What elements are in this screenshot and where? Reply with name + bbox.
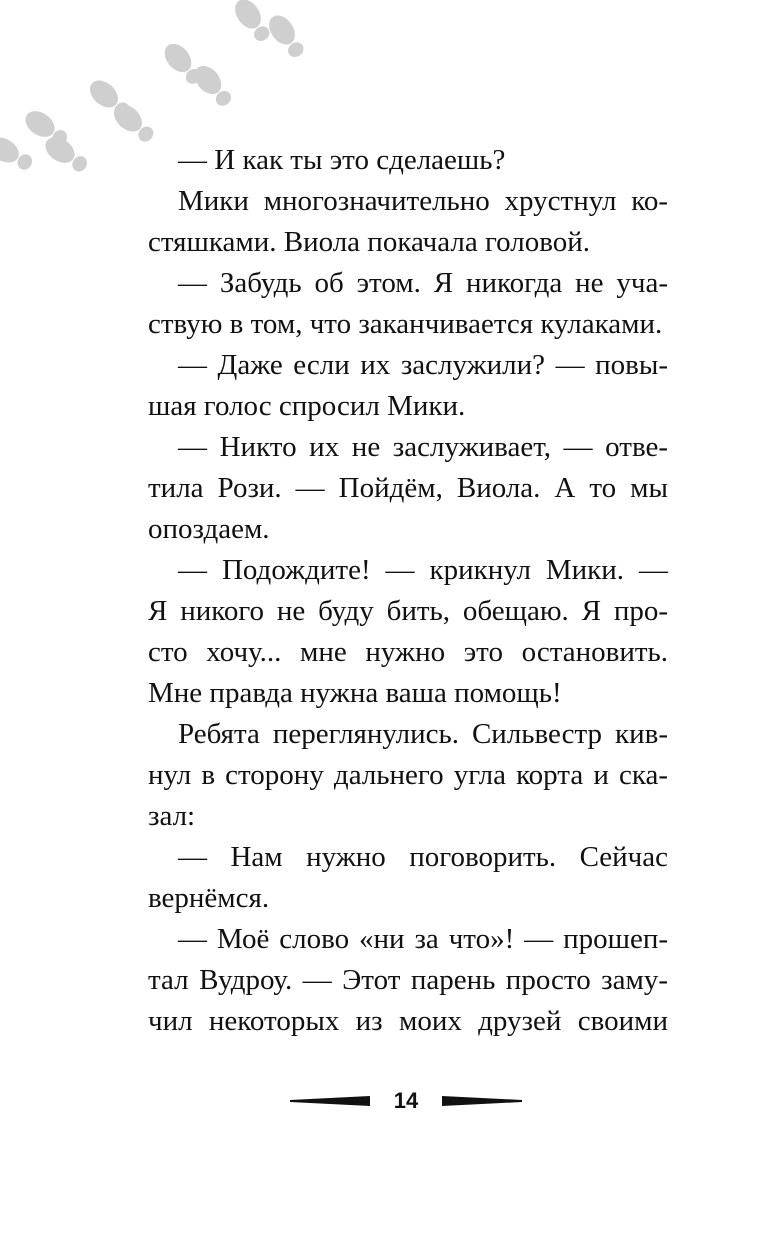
text-line: — Нам нужно поговорить. Сейчас — [178, 841, 668, 873]
text-line: чил некоторых из моих друзей своими — [148, 1005, 668, 1037]
text-line: стяшками. Виола покачала головой. — [148, 226, 591, 258]
text-line: тила Рози. — Пойдём, Виола. А то мы — [148, 472, 668, 504]
text-line: тал Вудроу. — Этот парень просто заму- — [148, 964, 668, 996]
paragraph — [148, 345, 668, 427]
paragraph — [148, 714, 668, 837]
footprint — [0, 132, 36, 175]
paragraph — [148, 263, 668, 345]
footprint — [189, 61, 236, 111]
text-line: Мне правда нужна ваша помощь! — [148, 677, 562, 709]
text-line: — Даже если их заслужили? — повы- — [178, 349, 668, 381]
text-line: вернёмся. — [148, 882, 270, 914]
text-line: нул в сторону дальнего угла корта и ска- — [148, 759, 668, 791]
footprint — [264, 11, 309, 62]
text-line: — Моё слово «ни за что»! — прошеп- — [178, 923, 668, 955]
paragraph — [148, 550, 668, 714]
text-line: зал: — [148, 800, 196, 832]
paragraph — [148, 837, 668, 919]
footprint — [230, 0, 275, 46]
text-line: шая голос спросил Мики. — [148, 390, 466, 422]
right-ornament-icon — [442, 1094, 522, 1108]
text-line: Я никого не буду бить, обещаю. Я про- — [148, 595, 668, 627]
text-line: — Забудь об этом. Я никогда не уча- — [178, 267, 668, 299]
body-text — [148, 140, 668, 1042]
text-line: — Никто их не заслуживает, — отве- — [178, 431, 668, 463]
left-ornament-icon — [290, 1094, 370, 1108]
text-line: — И как ты это сделаешь? — [178, 144, 506, 176]
page-number: 14 — [393, 1088, 419, 1113]
text-line: Ребята переглянулись. Сильвестр кив- — [178, 718, 668, 750]
text-line: — Подождите! — крикнул Мики. — — [178, 554, 668, 586]
text-line: сто хочу... мне нужно это остановить. — [148, 636, 668, 668]
text-line: опоздаем. — [148, 513, 270, 545]
text-line: ствую в том, что заканчивается кулаками. — [148, 308, 663, 340]
paragraph — [148, 919, 668, 1042]
paragraph — [148, 140, 668, 181]
paragraph — [148, 181, 668, 263]
page-footer — [290, 1084, 522, 1120]
text-line: Мики многозначительно хрустнул ко- — [178, 185, 668, 217]
paragraph — [148, 427, 668, 550]
